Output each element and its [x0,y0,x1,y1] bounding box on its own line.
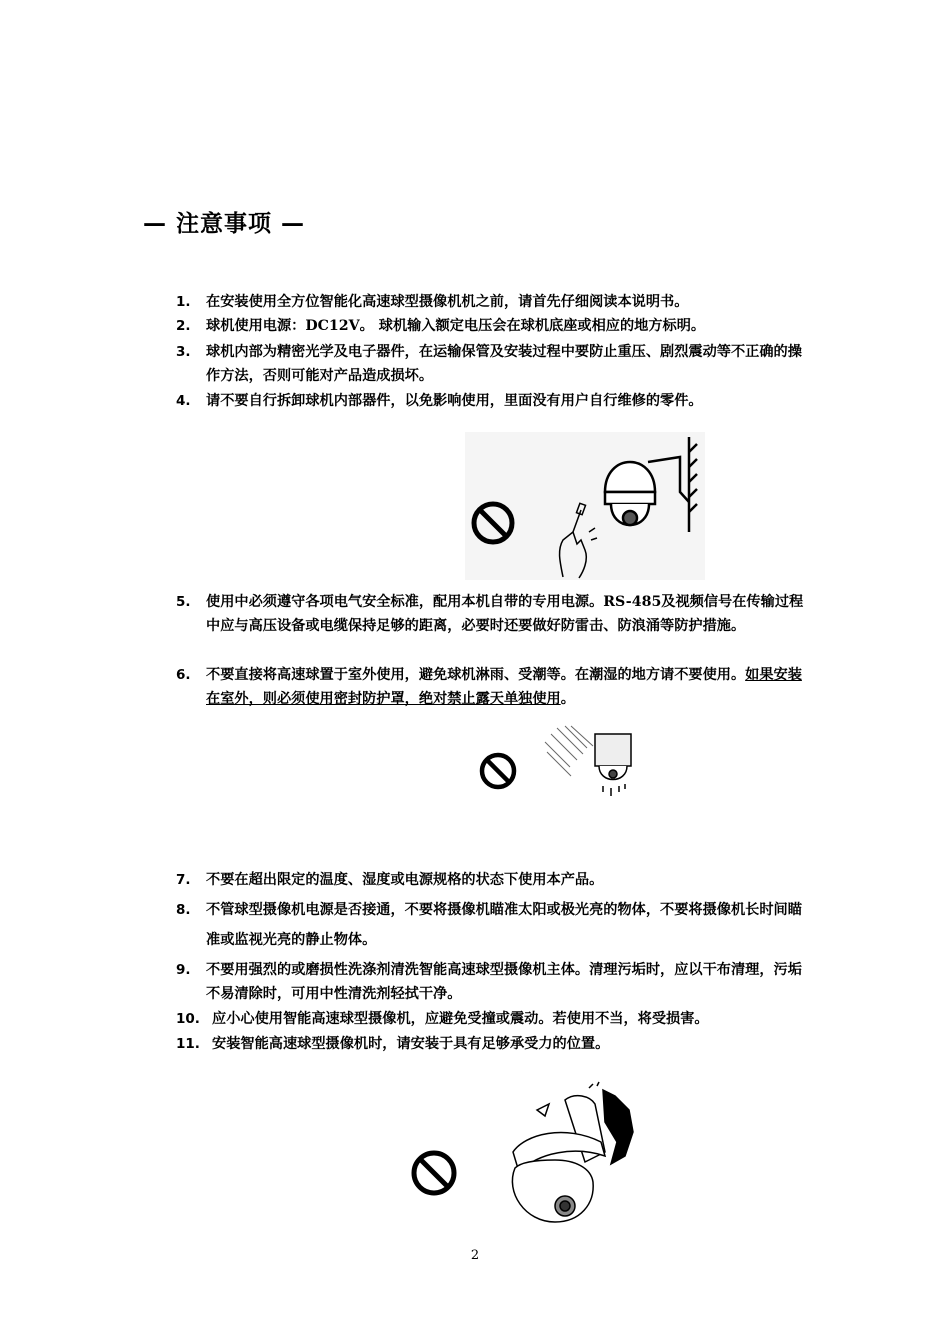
list-item [176,868,816,892]
item-text-main: 不要直接将高速球置于室外使用，避免球机淋雨、受潮等。在潮湿的地方请不要使用。 [206,667,746,683]
item-text: 不管球型摄像机电源是否接通，不要将摄像机瞄准太阳或极光亮的物体，不要将摄像机长时间瞄准或监视光亮的静止物体。 [206,902,802,948]
item-text: 不要用强烈的或磨损性洗涤剂清洗智能高速球型摄像机主体。清理污垢时，应以干布清理，污垢不易清除时，可用中性清洗剂轻拭干净。 [206,962,802,1002]
list-item [176,1007,816,1031]
item-text: 应小心使用智能高速球型摄像机，应避免受撞或震动。若使用不当，将受损害。 [212,1011,709,1027]
dome-camera-icon [595,734,631,796]
prohibition-icon [482,755,514,787]
item-text [206,663,816,711]
item-text: 使用中必须遵守各项电气安全标准，配用本机自带的专用电源。RS-485及视频信号在传输过程中应与高压设备或电缆保持足够的距离，必要时还要做好防雷击、防浪涌等防护措施。 [206,594,804,634]
list-item [176,958,816,1006]
list-item [176,1032,816,1056]
list-item [176,590,816,638]
list-item [176,389,816,413]
no-disassembly-illustration [465,432,715,582]
list-item [176,895,816,955]
item-number: 11. [176,1036,200,1052]
item-number: 8. [176,902,191,918]
item-number: 5. [176,594,191,610]
no-impact-illustration [405,1082,655,1232]
page-title: — 注意事项 — [143,211,306,237]
item-number: 6. [176,667,191,683]
prohibition-icon [414,1153,454,1193]
item-number: 7. [176,872,191,888]
underlined-warning: 如果安装在室外，则必须使用密封防护罩，绝对禁止露天单独使用 [206,667,802,707]
item-number: 9. [176,962,191,978]
list-item [176,663,816,711]
list-item [176,290,816,314]
item-text: 请不要自行拆卸球机内部器件，以免影响使用，里面没有用户自行维修的零件。 [206,393,703,409]
item-number: 3. [176,344,191,360]
item-number: 2. [176,318,191,334]
rain-icon [545,726,593,776]
item-number: 10. [176,1011,200,1027]
item-text: 安装智能高速球型摄像机时，请安装于具有足够承受力的位置。 [212,1036,610,1052]
list-item [176,314,816,338]
no-rain-illustration [475,722,645,817]
list-item [176,340,816,388]
page-number: 2 [470,1248,480,1263]
item-number: 1. [176,294,191,310]
item-text-tail: 。 [560,691,575,707]
item-text: 在安装使用全方位智能化高速球型摄像机机之前，请首先仔细阅读本说明书。 [206,294,689,310]
dome-camera-icon [512,1133,605,1222]
item-text: 不要在超出限定的温度、湿度或电源规格的状态下使用本产品。 [206,872,604,888]
item-number: 4. [176,393,191,409]
item-text: 球机内部为精密光学及电子器件，在运输保管及安装过程中要防止重压、剧烈震动等不正确的操作方法，否则可能对产品造成损坏。 [206,344,802,384]
item-text: 球机使用电源：DC12V。 球机输入额定电压会在球机底座或相应的地方标明。 [206,318,706,334]
